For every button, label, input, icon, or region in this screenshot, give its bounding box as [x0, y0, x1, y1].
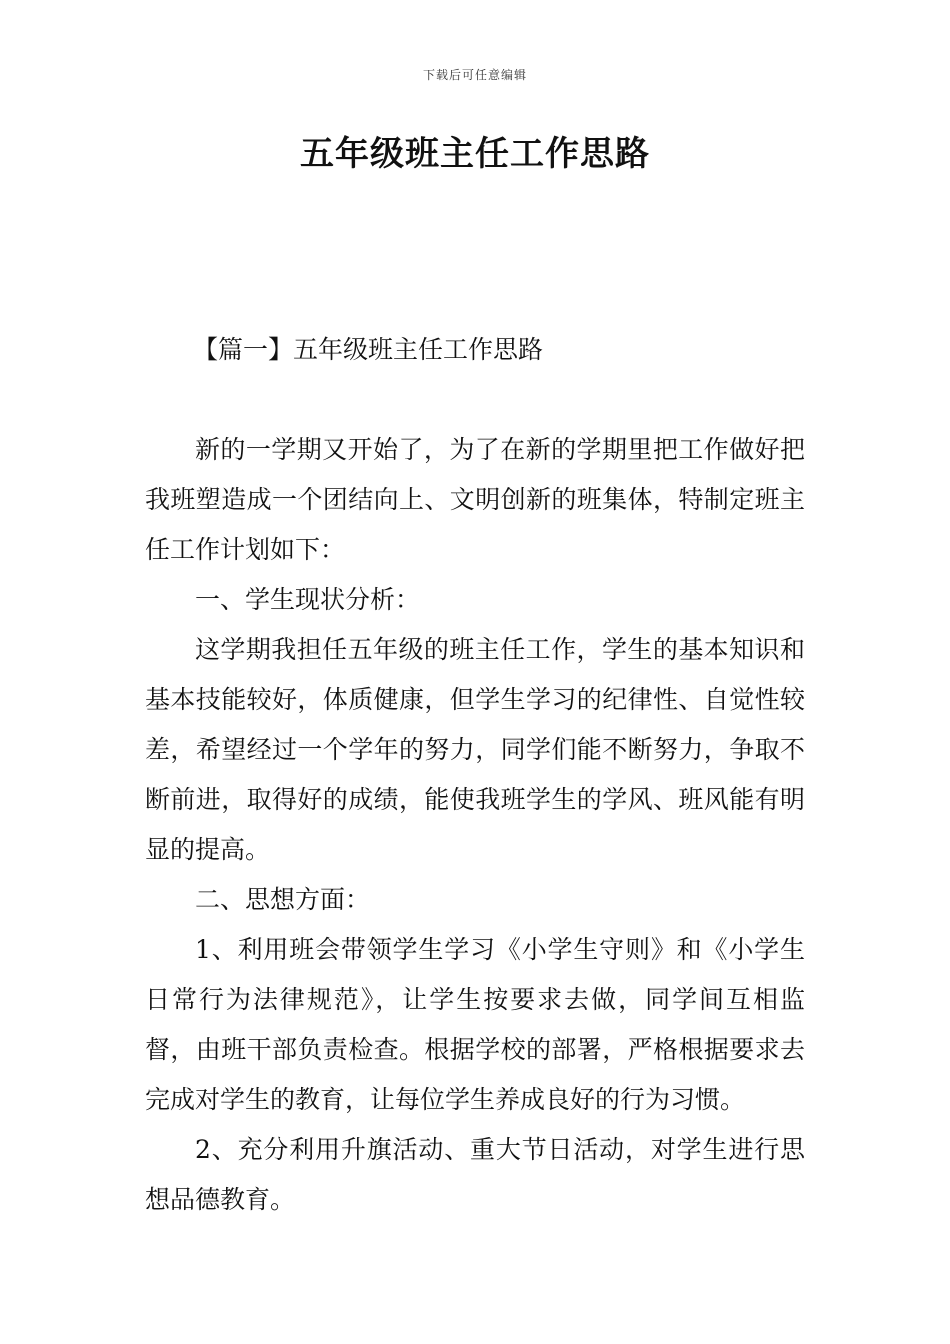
paragraph-intro: 新的一学期又开始了，为了在新的学期里把工作做好把我班塑造成一个团结向上、文明创新的班集体，特制定班主任工作计划如下： — [145, 435, 805, 564]
section-heading: 【篇一】五年级班主任工作思路 — [193, 335, 544, 364]
paragraph-heading-ideology: 二、思想方面： — [195, 885, 371, 914]
paragraph-student-analysis: 这学期我担任五年级的班主任工作，学生的基本知识和基本技能较好，体质健康，但学生学习的纪律性、自觉性较差，希望经过一个学年的努力，同学们能不断努力，争取不断前进，取得好的成绩，能使我班学生的学风、班风能有明显的提高。 — [145, 635, 805, 864]
document-body — [145, 425, 805, 1225]
paragraph-heading-student-analysis: 一、学生现状分析： — [195, 585, 421, 614]
paragraph-ideology-item-1: 1、利用班会带领学生学习《小学生守则》和《小学生日常行为法律规范》，让学生按要求去做，同学间互相监督，由班干部负责检查。根据学校的部署，严格根据要求去完成对学生的教育，让每位学生养成良好的行为习惯。 — [145, 935, 805, 1114]
header-note: 下载后可任意编辑 — [422, 68, 527, 82]
document-title: 五年级班主任工作思路 — [300, 134, 650, 174]
paragraph-ideology-item-2: 2、充分利用升旗活动、重大节日活动，对学生进行思想品德教育。 — [145, 1135, 805, 1214]
